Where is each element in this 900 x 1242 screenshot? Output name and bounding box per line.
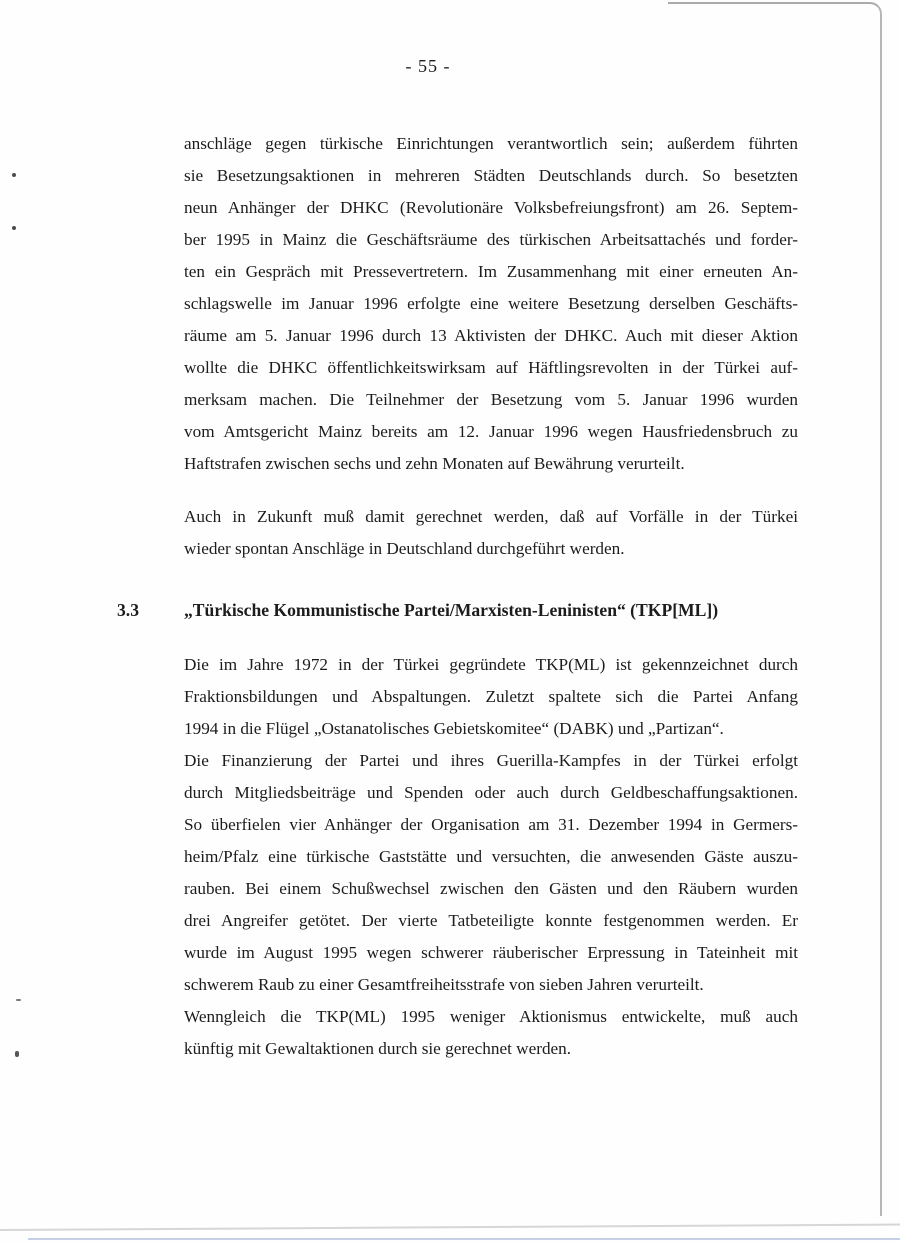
section-heading-3-3 [117,594,798,626]
scan-speck [15,1051,19,1057]
section-title: „Türkische Kommunistische Partei/Marxisten-Leninisten“ (TKP[ML]) [184,600,719,620]
scan-speck [12,173,16,177]
scan-speck [12,226,16,230]
text-line: wieder spontan Anschläge in Deutschland durchgeführt werden. [184,539,625,558]
text-line: rauben. Bei einem Schußwechsel zwischen den Gästen und den Räubern wurden [184,879,798,898]
text-line: künftig mit Gewaltaktionen durch sie gerechnet werden. [184,1039,572,1058]
text-line: räume am 5. Januar 1996 durch 13 Aktivisten der DHKC. Auch mit dieser Aktion [184,326,798,345]
document-content [117,128,798,1065]
text-line: wurde im August 1995 wegen schwerer räuberischer Erpressung in Tateinheit mit [184,943,798,962]
text-line: vom Amtsgericht Mainz bereits am 12. Januar 1996 wegen Hausfriedensbruch zu [184,422,798,441]
text-line: sie Besetzungsaktionen in mehreren Städten Deutschlands durch. So besetzten [184,166,798,185]
scan-bottom-edge-line [0,1224,900,1231]
text-line: Fraktionsbildungen und Abspaltungen. Zuletzt spaltete sich die Partei Anfang [184,687,798,706]
text-line: wollte die DHKC öffentlichkeitswirksam auf Häftlingsrevolten in der Türkei auf- [184,358,798,377]
text-line: ten ein Gespräch mit Pressevertretern. Im Zusammenhang mit einer erneuten An- [184,262,798,281]
text-line: durch Mitgliedsbeiträge und Spenden oder auch durch Geldbeschaffungsaktionen. [184,783,798,802]
text-line: schlagswelle im Januar 1996 erfolgte eine weitere Besetzung derselben Geschäfts- [184,294,798,313]
scan-bottom-blue-line [28,1238,900,1240]
text-line: Die Finanzierung der Partei und ihres Guerilla-Kampfes in der Türkei erfolgt [184,751,798,770]
para-dhkc-actions [184,128,798,480]
text-line: Haftstrafen zwischen sechs und zehn Monaten auf Bewährung verurteilt. [184,454,685,473]
text-line: ber 1995 in Mainz die Geschäftsräume des türkischen Arbeitsattachés und forder- [184,230,798,249]
para-tkpml [184,649,798,1065]
text-line: merksam machen. Die Teilnehmer der Besetzung vom 5. Januar 1996 wurden [184,390,798,409]
para-future-outlook [184,501,798,565]
text-line: heim/Pfalz eine türkische Gaststätte und versuchten, die anwesenden Gäste auszu- [184,847,798,866]
text-line: schwerem Raub zu einer Gesamtfreiheitsstrafe von sieben Jahren verurteilt. [184,975,704,994]
text-line: So überfielen vier Anhänger der Organisation am 31. Dezember 1994 in Germers- [184,815,798,834]
text-line: drei Angreifer getötet. Der vierte Tatbeteiligte konnte festgenommen werden. Er [184,911,798,930]
scan-speck [16,999,21,1001]
text-line: neun Anhänger der DHKC (Revolutionäre Volksbefreiungsfront) am 26. Septem- [184,198,798,217]
text-line: Die im Jahre 1972 in der Türkei gegründete TKP(ML) ist gekennzeichnet durch [184,655,798,674]
text-line: Auch in Zukunft muß damit gerechnet werden, daß auf Vorfälle in der Türkei [184,507,798,526]
text-line: Wenngleich die TKP(ML) 1995 weniger Aktionismus entwickelte, muß auch [184,1007,798,1026]
section-number: 3.3 [117,600,139,620]
text-line: anschläge gegen türkische Einrichtungen verantwortlich sein; außerdem führten [184,134,798,153]
page-number: - 55 - [405,56,451,76]
text-line: 1994 in die Flügel „Ostanatolisches Gebietskomitee“ (DABK) und „Partizan“. [184,719,724,738]
